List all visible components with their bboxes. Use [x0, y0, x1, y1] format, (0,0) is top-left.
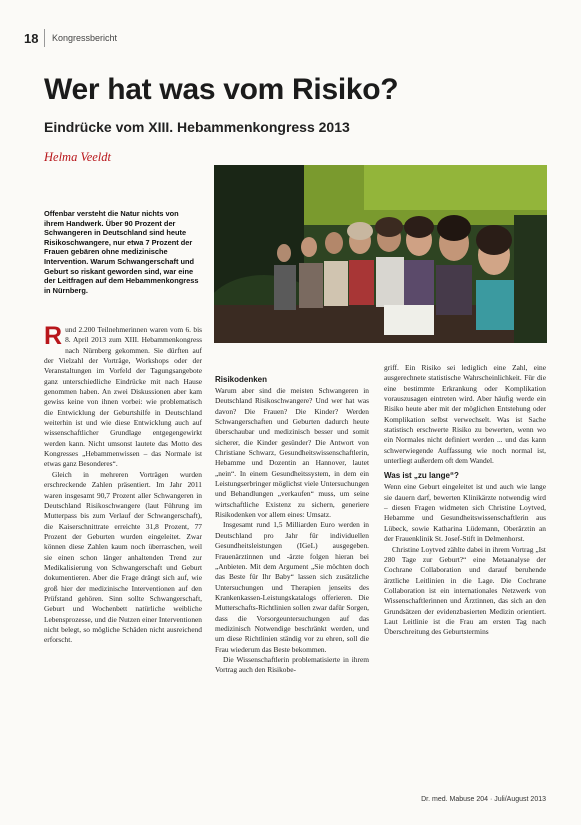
body-paragraph: Die Wissenschaftlerin problematisierte in ihrem Vortrag auch den Risikobe-	[215, 654, 369, 675]
section-label: Kongressbericht	[52, 33, 118, 43]
subheading-zu-lange: Was ist „zu lange“?	[384, 471, 459, 481]
page-number: 18	[24, 31, 39, 46]
body-paragraph: griff. Ein Risiko sei lediglich eine Zahl, eine ausgerechnete statistische Wahrscheinlichkeit. Für die eine bestimmte Erkrankung oder Komplikation vorauszusagen eintreten wird. Aber häufig werde ein Risiko heute aber mit der möglichen Entstehung oder Komplikation selbst verwechselt. Was ist Sache statistisch erschwerte Risiko zu bewerten, wenn wo ein Normales nicht definiert werden ... und das kann schwerwiegende Auffassung wie noch normal ist, unterliegt außerdem oft dem Wandel.	[384, 363, 546, 466]
article-column-3	[384, 363, 546, 638]
body-paragraph: Christine Loytved zählte dabei in ihrem Vortrag „Ist 280 Tage zur Geburt?“ eine Metaanalyse der Cochrane Collaboration und darauf beruhende ärztliche Leitlinien in die Lage. Die Cochrane Collaboration ist ein internationales Netzwerk von Wissenschaftlerinnen und Ärztinnen, das sich an den Grundsätzen der evidenzbasierten Medizin orientiert. Laut Leitlinie ist die Frau am ersten Tag nach Überschreitung des Geburtstermins	[384, 544, 546, 637]
article-teaser: Offenbar versteht die Natur nichts von ihrem Handwerk. Über 90 Prozent der Schwangeren in Deutschland sind heute Risikoschwangere, nur etwa 7 Prozent der Frauen gebären ohne medizinische Intervention. Warum Schwangerschaft und Geburt so riskant geworden sind, war eine der Leitfragen auf dem Hebammenkongress in Nürnberg.	[44, 209, 199, 295]
body-paragraph: Warum aber sind die meisten Schwangeren in Deutschland Risikoschwangere? Und wer hat was davon? Die Frauen? Die Kinder? Werden Schwangerschaften und Geburten dadurch heute überschaubar und medizinisch besser und somit sicherer, die Kinder gesünder? Die Antwort von Christiane Schwarz, Gesundheitswissenschaftlerin, Hebamme und Dozentin an Hannover, lautet „nein“. In einem Gesundheitssystem, in dem ein Leistungserbringer möglichst viele Untersuchungen und Behandlungen „verkaufen“ muss, um seine wirtschaftliche Existenz zu sichern, generiere Risikodenken vor allem eines: Umsatz.	[215, 386, 369, 520]
subheading-risikodenken: Risikodenken	[215, 375, 268, 384]
drop-cap: R	[44, 322, 63, 350]
article-column-2	[215, 374, 369, 676]
intro-paragraph: Rund 2.200 Teilnehmerinnen waren vom 6. bis 8. April 2013 zum XIII. Hebammenkongress nach Nürnberg gekommen. Sie dürften auf der Vielzahl der Vorträge, Workshops oder der Veranstaltungen im Vorfeld der Tagungsangebote ganz unterschiedliche Eindrücke mit nach Hause genommen haben. An zwei Diskussionen aber kam gewiss keine von ihnen vorbei: wie problematisch die Entwicklung der Geburtshilfe in Deutschland weiterhin ist und wie diese Entwicklung auch auf wissenschaftlicher Grundlage entgegengewirkt werden kann. Nicht umsonst lautete das Motto des Kongresses „Hebammenwissen – das Normale ist etwas ganz Besonderes“.	[44, 322, 202, 469]
conference-photo	[214, 165, 547, 343]
body-paragraph: Insgesamt rund 1,5 Milliarden Euro werden in Deutschland pro Jahr für individuellen Gesundheitsleistungen (IGeL) ausgegeben. Frauenärztinnen und -ärzte folgen hieran bei „Anbieten. Mit dem Argument „Sie möchten doch das Beste für Ihr Baby“ lassen sich zusätzliche Untersuchungen und Therapien jenseits des Krankenkassen-Leistungskatalogs offerieren. Die Mutterschafts-Richtlinien sollen zwar dafür Sorgen, dass die Vorsorgeuntersuchungen auf das medizinisch Notwendige beschränkt werden, und um diese Richtlinien ständig vor zu ehren, soll die Frau wiederum das Beste bekommen.	[215, 520, 369, 654]
page-footer: Dr. med. Mabuse 204 · Juli/August 2013	[421, 796, 546, 803]
article-column-1	[44, 322, 202, 646]
header-divider	[44, 29, 45, 47]
author-name: Helma Veeldt	[44, 150, 111, 164]
article-subtitle: Eindrücke vom XIII. Hebammenkongress 2013	[44, 119, 350, 135]
body-paragraph: Wenn eine Geburt eingeleitet ist und auch wie lange sie dauern darf, bewerten Klinikärzte notwendig wird – diesen Fragen widmeten sich Christine Loytved, Hebamme und Gesundheitswissenschaftlerin aus Lübeck, sowie Katharina Lüdemann, Oberärztin an der Frauenklinik St. Josef-Stift in Delmenhorst.	[384, 482, 546, 544]
article-title: Wer hat was vom Risiko?	[44, 73, 399, 106]
body-paragraph: Gleich in mehreren Vorträgen wurden erschreckende Zahlen präsentiert. Im Jahr 2011 waren insgesamt 90,7 Prozent aller Schwangeren in Deutschland Risikoschwangere (laut Führung im Mutterpass bis zum Verlauf der Schwangerschaft), die Kaiserschnittrate erreichte 31,8 Prozent, 77 Prozent der Geburten wurden eingeleitet. Zwar können diese Zahlen kaum noch überraschen, weil sie einen schon länger anhaltenden Trend zur Medikalisierung von Schwangerschaft und Geburt dokumentieren. Aber die Frage drängt sich auf, wie groß hier der medizinische Interventionen auf den Prüfstand gehören. Sinn sollte Schwangerschaft, Geburt und Wochenbett natürliche weibliche Lebensprozesse, und die Nutzen einer Interventionen nicht belegt, so mögliche Schäden nicht ausreichend erforscht.	[44, 469, 202, 645]
